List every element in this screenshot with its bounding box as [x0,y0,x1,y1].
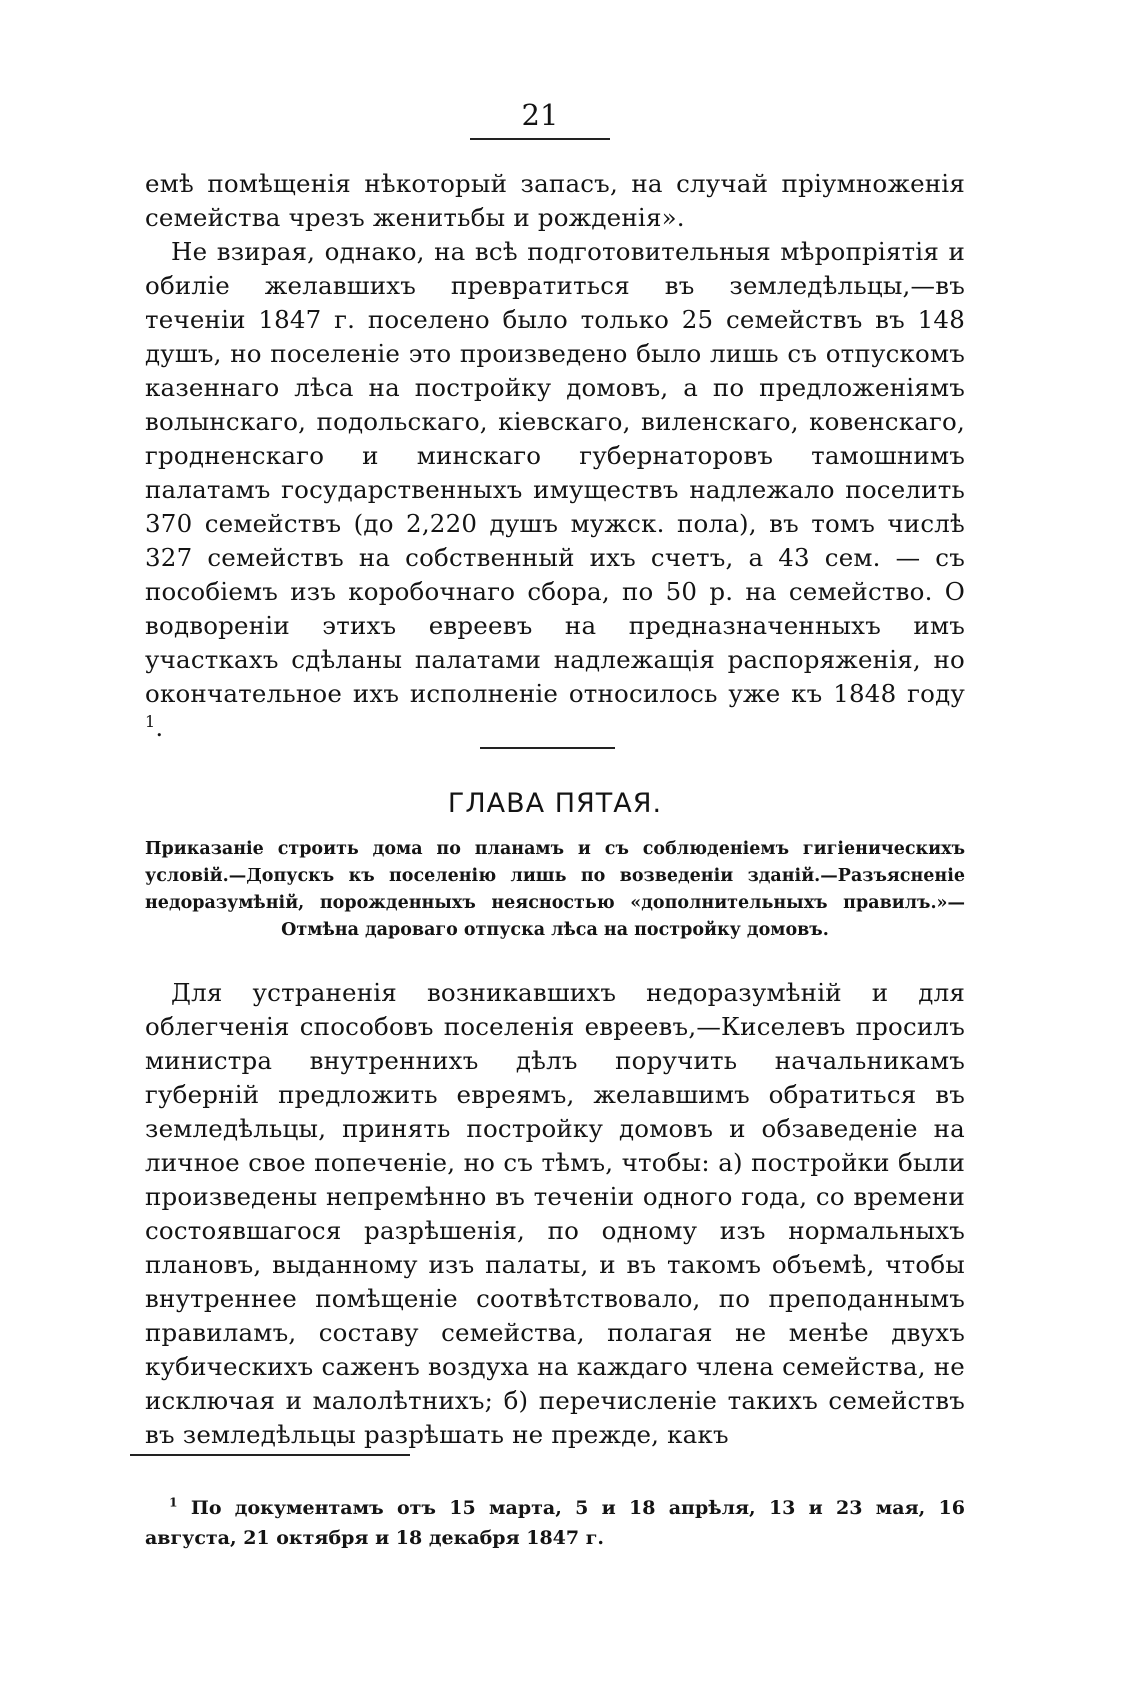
chapter-title: ГЛАВА ПЯТАЯ. [447,788,663,819]
section-divider [480,747,615,749]
text-block-top [145,167,965,745]
footnote-marker: 1 [145,711,156,731]
chapter-summary: Приказаніе строить дома по планамъ и съ соблюденіемъ гигіеническихъ условій.—Допускъ къ поселенію лишь по возведеніи зданій.—Разъясненіе недоразумѣній, порожденныхъ неясностью «дополнительныхъ правилъ.»—Отмѣна дароваго отпуска лѣса на постройку домовъ. [145,839,965,940]
footnote-number: 1 [169,1494,178,1510]
footnote-text: По документамъ отъ 15 марта, 5 и 18 апрѣля, 13 и 23 мая, 16 августа, 21 октября и 18 декабря 1847 г. [145,1497,965,1549]
paragraph-continuation: емѣ помѣщенія нѣкоторый запасъ, на случай пріумноженія семейства чрезъ женитьбы и рожденія». [145,169,965,232]
paragraph-kiselev-request: Для устраненія возникавшихъ недоразумѣній и для облегченія способовъ поселенія евреевъ,—Киселевъ просилъ министра внутреннихъ дѣлъ поручить начальникамъ губерній предложить евреямъ, желавшимъ обратиться въ земледѣльцы, принять постройку домовъ и обзаведеніе на личное свое попеченіе, но съ тѣмъ, чтобы: а) постройки были произведены непремѣнно въ теченіи одного года, со времени состоявшагося разрѣшенія, по одному изъ нормальныхъ плановъ, выданному изъ палаты, и въ такомъ объемѣ, чтобы внутреннее помѣщеніе соотвѣтствовало, по преподаннымъ правиламъ, составу семейства, полагая не менѣе двухъ кубическихъ саженъ воздуха на каждаго члена семейства, не исключая и малолѣтнихъ; б) перечисленіе такихъ семействъ въ земледѣльцы разрѣшать не прежде, какъ [145,978,965,1449]
paragraph-settlement-1847: Не взирая, однако, на всѣ подготовительныя мѣропріятія и обиліе желавшихъ превратиться въ земледѣльцы,—въ теченіи 1847 г. поселено было только 25 семействъ въ 148 душъ, но поселеніе это произведено было лишь съ отпускомъ казеннаго лѣса на постройку домовъ, а по предложеніямъ волынскаго, подольскаго, кіевскаго, виленскаго, ковенскаго, гродненскаго и минскаго губернаторовъ тамошнимъ палатамъ государственныхъ имуществъ надлежало поселить 370 семействъ (до 2,220 душъ мужск. пола), въ томъ числѣ 327 семействъ на собственный ихъ счетъ, а 43 сем. — съ пособіемъ изъ коробочнаго сбора, по 50 р. на семейство. О водвореніи этихъ евреевъ на предназначенныхъ имъ участкахъ сдѣланы палатами надлежащія распоряженія, но окончательное ихъ исполненіе относилось уже къ 1848 году $^1$. [145,237,965,742]
page-number-rule [470,138,610,140]
paragraph-settlement-text: Не взирая, однако, на всѣ подготовительныя мѣропріятія и обиліе желавшихъ превратиться въ земледѣльцы,—въ теченіи 1847 г. поселено было только 25 семействъ въ 148 душъ, но поселеніе это произведено было лишь съ отпускомъ казеннаго лѣса на постройку домовъ, а по предложеніямъ волынскаго, подольскаго, кіевскаго, виленскаго, ковенскаго, гродненскаго и минскаго губернаторовъ тамошнимъ палатамъ государственныхъ имуществъ надлежало поселить 370 семействъ (до 2,220 душъ мужск. пола), въ томъ числѣ 327 семействъ на собственный ихъ счетъ, а 43 сем. — съ пособіемъ изъ коробочнаго сбора, по 50 р. на семейство. О водвореніи этихъ евреевъ на предназначенныхъ имъ участкахъ сдѣланы палатами надлежащія распоряженія, но окончательное ихъ исполненіе относилось уже къ 1848 году [145,237,965,708]
footnote-divider [130,1454,410,1456]
text-block-chapter [145,976,965,1452]
page-number: 21 [521,98,559,132]
footnote [145,1493,965,1553]
